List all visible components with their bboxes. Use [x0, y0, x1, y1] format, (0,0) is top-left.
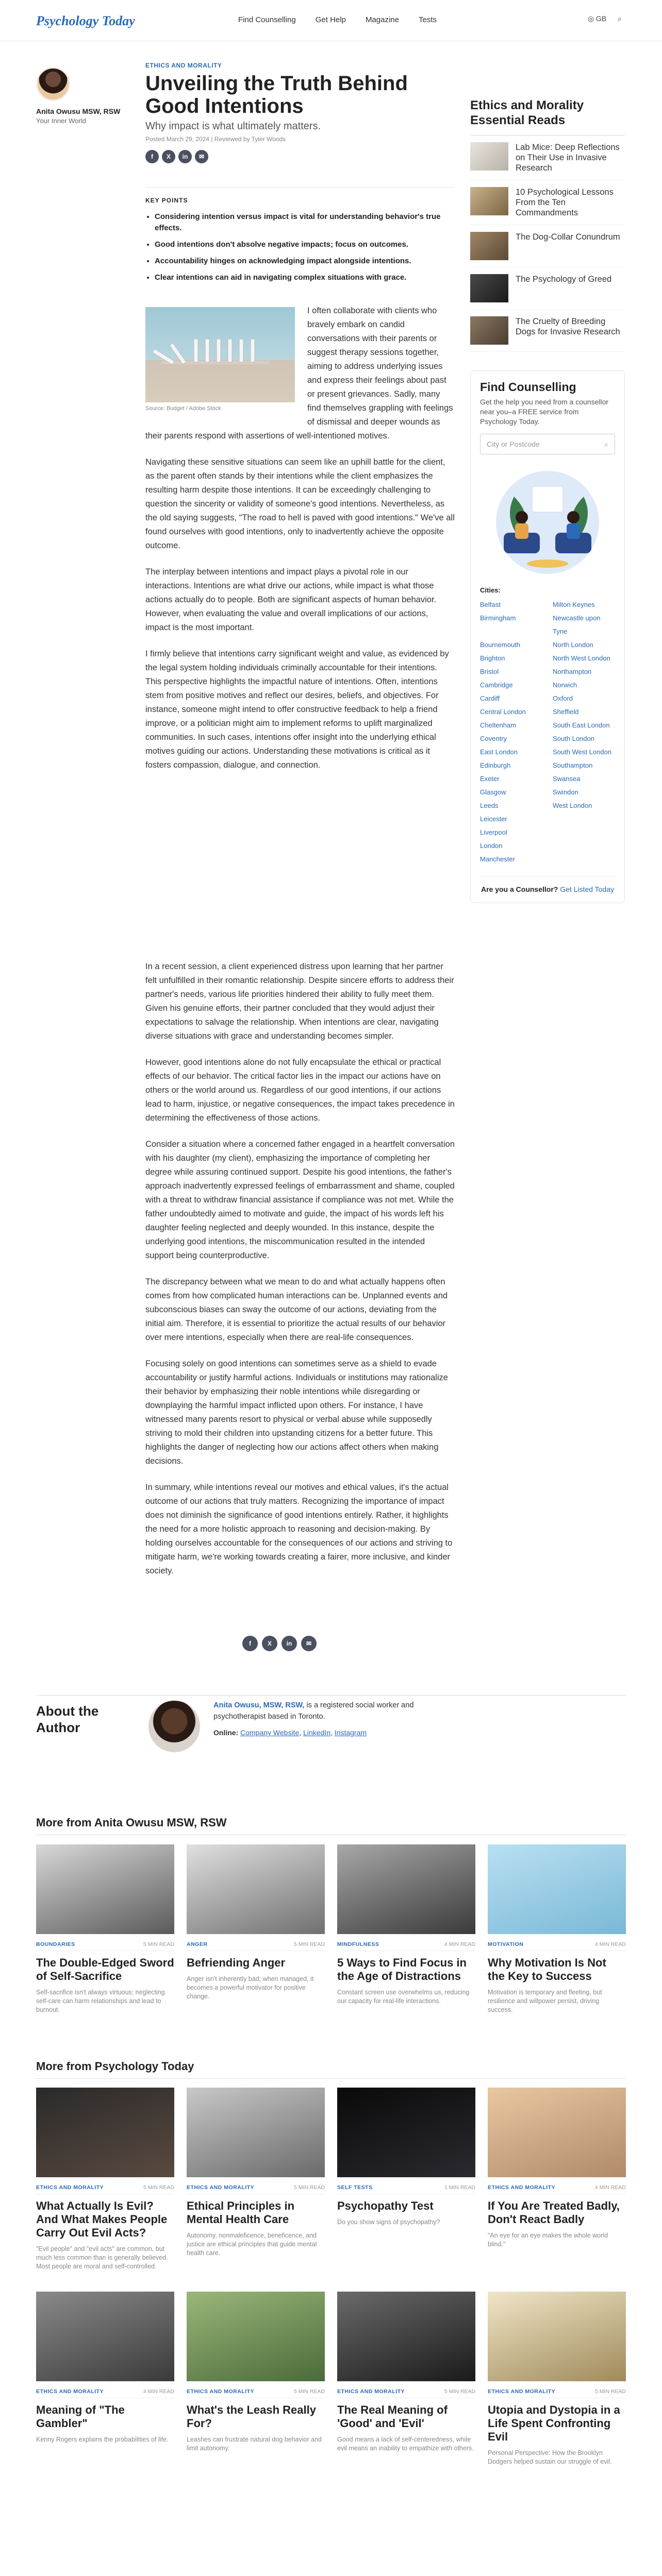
card-description: Do you show signs of psychopathy? [337, 2218, 440, 2226]
main-nav [238, 15, 437, 24]
card-category[interactable]: ETHICS AND MORALITY [187, 2184, 255, 2191]
city-link[interactable]: Belfast [480, 601, 501, 608]
card-image [187, 1844, 325, 1934]
card-title[interactable]: The Real Meaning of 'Good' and 'Evil' [337, 2403, 448, 2430]
card-category[interactable]: ETHICS AND MORALITY [488, 2388, 556, 2395]
card-read-time: 5 MIN READ [293, 2388, 325, 2395]
city-link[interactable]: Cardiff [480, 694, 500, 702]
card-category[interactable]: ETHICS AND MORALITY [488, 2184, 556, 2191]
nav-magazine[interactable]: Magazine [365, 15, 399, 24]
figure-caption: Source: Budget / Adobe Stock [145, 405, 221, 412]
essential-thumb [470, 232, 508, 260]
card-title[interactable]: Meaning of "The Gambler" [36, 2403, 125, 2430]
city-link[interactable]: Sheffield [553, 708, 579, 716]
article-card[interactable] [337, 2292, 475, 2466]
essential-read-title: The Psychology of Greed [516, 275, 612, 284]
city-link[interactable]: Cambridge [480, 681, 513, 689]
card-image [36, 1844, 174, 1934]
input-placeholder: City or Postcode [487, 440, 540, 448]
card-description: Good means a lack of self-centeredness, while evil means an inability to empathize with others. [337, 2436, 474, 2452]
paragraph: The discrepancy between what we mean to do and what actually happens often comes from how complicated human interactions can be. Unplanned events and subconscious biases can sway the outcome of our actions, deviating from the initial aim. Therefore, it is essential to prioritize the actual results of our behavior over mere intentions, especially when there are real-life consequences. [145, 1277, 448, 1342]
city-link[interactable]: Brighton [480, 654, 505, 662]
card-meta [488, 2388, 626, 2398]
card-image [488, 2088, 626, 2177]
card-image [187, 2088, 325, 2177]
article-card[interactable] [187, 2088, 325, 2271]
key-points-list [145, 211, 455, 283]
country-code: GB [595, 14, 607, 23]
facebook-icon[interactable]: f [242, 1636, 258, 1651]
card-description: Personal Perspective: How the Brooklyn Dodgers helped sustain our struggle of evil. [488, 2449, 612, 2465]
paragraph: In summary, while intentions reveal our motives and ethical values, it's the actual outcome of our actions that truly matters. Recognizing the importance of impact does not diminish the significance of good intentions entirely. Rather, it highlights the need for a more holistic approach to reasoning and decision-making. By holding ourselves accountable for the consequences of our actions and striving to mitigate harm, we're working towards creating a fairer, more inclusive, and kinder society. [145, 1483, 453, 1575]
article-title: Unveiling the Truth Behind Good Intentions [145, 72, 408, 117]
author-blog-name[interactable]: Your Inner World [36, 117, 86, 125]
author-avatar[interactable] [36, 67, 70, 101]
card-title[interactable]: Utopia and Dystopia in a Life Spent Confronting Evil [488, 2403, 620, 2443]
city-link[interactable]: Southampton [553, 761, 593, 769]
article-body [145, 304, 455, 1578]
card-title[interactable]: What Actually Is Evil? And What Makes People Carry Out Evil Acts? [36, 2199, 168, 2239]
paragraph: I often collaborate with clients who bravely embark on candid conversations with their parents or suggest therapy sessions together, aiming to address underlying issues and express their feelings about past or present grievances. Sadly, many find themselves grappling with feelings of dismissal and deeper wounds as their parents respond with assertions of well-intentioned motives. [145, 306, 453, 440]
author-name[interactable]: Anita Owusu MSW, RSW [36, 107, 121, 115]
card-meta [488, 2184, 626, 2194]
about-author [36, 1695, 626, 1762]
card-image [187, 2292, 325, 2381]
essential-read-item[interactable] [470, 225, 625, 267]
company-website-link[interactable]: Company Website [240, 1728, 300, 1737]
therapy-scene-illustration [483, 466, 612, 579]
card-image [488, 1844, 626, 1934]
card-description: Motivation is temporary and fleeting, but resilience and willpower persist, driving success. [488, 1989, 602, 2013]
city-link[interactable]: Norwich [553, 681, 577, 689]
card-title[interactable]: What's the Leash Really For? [187, 2403, 316, 2430]
card-category[interactable]: MINDFULNESS [337, 1941, 379, 1947]
about-author-heading: About the Author [36, 1703, 99, 1735]
card-meta [187, 1941, 325, 1951]
card-category[interactable]: ETHICS AND MORALITY [36, 2388, 104, 2395]
linkedin-link[interactable]: LinkedIn [303, 1728, 330, 1737]
card-title[interactable]: 5 Ways to Find Focus in the Age of Distractions [337, 1956, 467, 1982]
city-link[interactable]: Coventry [480, 735, 507, 742]
search-icon[interactable]: ⌕ [604, 439, 608, 448]
card-meta [488, 1941, 626, 1951]
article-meta: Posted March 29, 2024 | Reviewed by Tyler Woods [145, 135, 286, 143]
card-meta [337, 2184, 475, 2194]
city-link[interactable]: Edinburgh [480, 761, 511, 769]
city-link[interactable]: Oxford [553, 694, 573, 702]
more-from-pt-cards [36, 2088, 626, 2466]
find-counselling-box [470, 370, 625, 903]
card-read-time: 1 MIN READ [444, 2184, 475, 2191]
article-kicker[interactable]: ETHICS AND MORALITY [145, 62, 222, 69]
find-counselling-title: Find Counselling [480, 380, 576, 394]
city-link[interactable]: South London [553, 735, 594, 742]
essential-read-item[interactable] [470, 180, 625, 225]
article-card[interactable] [36, 2292, 174, 2466]
key-point: • Considering intention versus impact is vital for understanding behavior's true effects. [155, 211, 455, 234]
online-label: Online: [213, 1728, 239, 1737]
essential-read-item[interactable] [470, 310, 625, 352]
nav-tests[interactable]: Tests [418, 15, 437, 24]
key-point: • Accountability hinges on acknowledging impact alongside intentions. [155, 256, 455, 267]
city-link[interactable]: Manchester [480, 855, 515, 863]
country-selector[interactable] [588, 14, 606, 23]
card-meta [337, 1941, 475, 1951]
facebook-icon[interactable]: f [145, 150, 159, 163]
card-description: Kenny Rogers explains the probabilities of life. [36, 2436, 169, 2443]
globe-icon: ◎ [587, 14, 594, 23]
card-description: "An eye for an eye makes the whole world blind." [488, 2232, 608, 2248]
card-description: Constant screen use overwhelms us, reducing our capacity for real-life interactions. [337, 1989, 470, 2005]
key-points-title: KEY POINTS [145, 197, 188, 204]
card-title[interactable]: The Double-Edged Sword of Self-Sacrifice [36, 1956, 174, 1982]
email-icon[interactable]: ✉ [301, 1636, 317, 1651]
article-subtitle: Why impact is what ultimately matters. [145, 121, 321, 132]
site-header [0, 0, 662, 41]
author-sidebar [36, 67, 139, 125]
card-title[interactable]: Ethical Principles in Mental Health Care [187, 2199, 295, 2226]
city-link[interactable]: Leicester [480, 815, 507, 823]
article-card[interactable] [36, 1844, 174, 2014]
dominoes-illustration [145, 307, 295, 402]
city-link[interactable]: Swindon [553, 788, 578, 796]
city-link[interactable]: Bristol [480, 668, 499, 675]
card-category[interactable]: ETHICS AND MORALITY [187, 2388, 255, 2395]
about-author-bio-text: is a registered social worker and psychotherapist based in Toronto. [213, 1701, 414, 1721]
city-link[interactable]: Bournemouth [480, 641, 521, 649]
essential-thumb [470, 187, 508, 215]
city-link [553, 812, 615, 826]
card-category[interactable]: SELF TESTS [337, 2184, 373, 2191]
card-meta [337, 2388, 475, 2398]
paragraph: However, good intentions alone do not fully encapsulate the ethical or practical effects of our behavior. The critical factor lies in the impact our actions have on others or the world around us. Regardless of our good intentions, if our actions lead to harm, injustice, or negative consequences, the impact takes precedence in determining the effectiveness of those actions. [145, 1058, 455, 1123]
card-meta [36, 2184, 174, 2194]
article-figure [145, 307, 295, 412]
card-meta [36, 2388, 174, 2398]
essential-reads-title: Ethics and Morality Essential Reads [470, 98, 625, 135]
card-image [337, 1844, 475, 1934]
x-icon[interactable]: X [262, 1636, 277, 1651]
card-category[interactable]: ETHICS AND MORALITY [36, 2184, 104, 2191]
paragraph: Consider a situation where a concerned father engaged in a heartfelt conversation with his daughter (my client), emphasizing the importance of completing her degree while assuring continued support. Despite his good intentions, the father's approach inadvertently expressed feelings of embarrassment and shame, coupled with a threat to withdraw financial assistance if compliance was not met. While the father undoubtedly aimed to motivate and guide, the impact of his words left his daughter feeling neglected and deeply wounded. In this instance, despite the underlying good intentions, the miscommunication resulted in the intended support being counterproductive. [145, 1140, 455, 1260]
card-image [36, 2292, 174, 2381]
counsellor-question: Are you a Counsellor? [481, 885, 558, 893]
article-image [145, 307, 295, 402]
card-read-time: 4 MIN READ [143, 2388, 174, 2395]
card-meta [187, 2184, 325, 2194]
city-link[interactable]: North London [553, 641, 593, 649]
nav-get-help[interactable]: Get Help [315, 15, 346, 24]
article-card[interactable] [488, 2292, 626, 2466]
card-read-time: 5 MIN READ [143, 1941, 174, 1947]
essential-thumb [470, 274, 508, 302]
card-title[interactable]: If You Are Treated Badly, Don't React Badly [488, 2199, 620, 2226]
card-title[interactable]: Psychopathy Test [337, 2199, 434, 2212]
city-link[interactable]: East London [480, 748, 518, 756]
card-meta [187, 2388, 325, 2398]
share-buttons-bottom [242, 1636, 317, 1651]
essential-read-title: The Dog-Collar Conundrum [516, 232, 620, 242]
city-link[interactable]: West London [553, 802, 592, 809]
about-author-online: Online: Company Website, LinkedIn, Instagram [213, 1728, 367, 1737]
essential-read-title: The Cruelty of Breeding Dogs for Invasive Research [516, 317, 620, 336]
linkedin-icon[interactable]: in [178, 150, 192, 163]
card-category[interactable]: BOUNDARIES [36, 1941, 75, 1947]
city-link[interactable]: Milton Keynes [553, 601, 595, 608]
card-image [488, 2292, 626, 2381]
share-buttons-top [145, 150, 455, 163]
article-card[interactable] [488, 2088, 626, 2271]
card-meta [36, 1941, 174, 1951]
card-description: Leashes can frustrate natural dog behavior and limit autonomy. [187, 2436, 322, 2452]
city-link [553, 853, 615, 866]
article-card[interactable] [337, 2088, 475, 2271]
linkedin-icon[interactable]: in [282, 1636, 297, 1651]
city-link[interactable]: Birmingham [480, 614, 516, 622]
get-listed-link[interactable]: Get Listed Today [560, 885, 615, 893]
card-read-time: 4 MIN READ [594, 1941, 626, 1947]
card-title[interactable]: Why Motivation Is Not the Key to Success [488, 1956, 606, 1982]
card-description: Anger isn't inherently bad; when managed, it becomes a powerful motivator for positive change. [187, 1975, 314, 2000]
card-category[interactable]: MOTIVATION [488, 1941, 524, 1947]
article-card[interactable] [488, 1844, 626, 2014]
card-description: Autonomy, nonmaleficence, beneficence, and justice are ethical principles that guide mental health care. [187, 2232, 317, 2257]
article-card[interactable] [36, 2088, 174, 2271]
key-point: • Good intentions don't absolve negative impacts; focus on outcomes. [155, 239, 455, 250]
email-icon[interactable]: ✉ [195, 150, 208, 163]
city-link [553, 839, 615, 853]
about-author-name[interactable]: Anita Owusu, MSW, RSW, [213, 1701, 305, 1709]
city-link[interactable]: Central London [480, 708, 526, 716]
card-image [36, 2088, 174, 2177]
city-link[interactable]: South West London [553, 748, 611, 756]
essential-thumb [470, 316, 508, 345]
right-sidebar [470, 98, 625, 903]
card-read-time: 5 MIN READ [444, 2388, 475, 2395]
city-link[interactable]: Glasgow [480, 788, 506, 796]
paragraph: Navigating these sensitive situations can seem like an uphill battle for the client, as the parent often stands by their intentions while the client emphasizes the resulting harm despite those intentions. It can be exceedingly challenging to question the sincerity or validity of someone's good intentions. Nevertheless, as the old saying suggests, "The road to hell is paved with good intentions." We've all found ourselves with good intentions, only to inadvertently achieve the opposite outcome. [145, 457, 455, 550]
card-category[interactable]: ANGER [187, 1941, 208, 1947]
paragraph: In a recent session, a client experienced distress upon learning that her partner felt unfulfilled in their romantic relationship. Despite sincere efforts to address their partner's needs, various life priorities hindered their ability to fully meet them. Given his genuine efforts, their partner concluded that they would adjust their expectations to salvage the relationship. When intentions are clear, navigating diverse situations with grace and understanding becomes simpler. [145, 962, 454, 1041]
card-category[interactable]: ETHICS AND MORALITY [337, 2388, 405, 2395]
city-link[interactable]: London [480, 842, 503, 850]
nav-find-counselling[interactable]: Find Counselling [238, 15, 296, 24]
article-card[interactable] [337, 1844, 475, 2014]
card-title[interactable]: Befriending Anger [187, 1956, 286, 1969]
card-description: "Evil people" and "evil acts" are common, but much less common than is generally believed. Most people are moral and self-controlled. [36, 2245, 168, 2270]
city-link[interactable]: South East London [553, 721, 610, 729]
card-image [337, 2088, 475, 2177]
more-from-author-heading: More from Anita Owusu MSW, RSW [36, 1816, 626, 1835]
counselling-illustration [483, 466, 612, 579]
search-icon[interactable]: ⌕ [618, 14, 622, 23]
cities-title: Cities: [480, 586, 501, 594]
more-from-author-cards [36, 1844, 626, 2014]
city-link[interactable]: Leeds [480, 802, 499, 809]
card-read-time: 5 MIN READ [293, 2184, 325, 2191]
card-description: Self-sacrifice isn't always virtuous; neglecting self-care can harm relationships and lead to burnout. [36, 1989, 165, 2013]
city-link[interactable]: Liverpool [480, 828, 507, 836]
site-logo[interactable]: Psychology Today [36, 13, 135, 28]
key-points [145, 187, 455, 283]
city-link [553, 826, 615, 839]
card-read-time: 4 MIN READ [444, 1941, 475, 1947]
more-from-pt-heading: More from Psychology Today [36, 2060, 626, 2079]
card-read-time: 4 MIN READ [594, 2184, 626, 2191]
ad-slot [145, 785, 455, 960]
card-image [337, 2292, 475, 2381]
city-postcode-input[interactable] [480, 434, 615, 454]
key-point: • Clear intentions can aid in navigating complex situations with grace. [155, 272, 455, 283]
card-read-time: 5 MIN READ [293, 1941, 325, 1947]
city-link[interactable]: Exeter [480, 775, 500, 783]
essential-read-title: Lab Mice: Deep Reflections on Their Use in Invasive Research [516, 143, 620, 173]
essential-thumb [470, 142, 508, 171]
about-author-bio [213, 1700, 461, 1722]
find-counselling-subtitle: Get the help you need from a counsellor near you–a FREE service from Psychology Today. [480, 398, 609, 426]
about-author-avatar [148, 1701, 200, 1752]
city-link[interactable]: Newcastle upon Tyne [553, 614, 601, 635]
card-read-time: 5 MIN READ [143, 2184, 174, 2191]
essential-read-item[interactable] [470, 267, 625, 310]
essential-read-item[interactable] [470, 135, 625, 180]
city-link[interactable]: Cheltenham [480, 721, 517, 729]
city-link[interactable]: North West London [553, 654, 610, 662]
card-read-time: 5 MIN READ [594, 2388, 626, 2395]
header-right [588, 14, 622, 23]
article [145, 62, 455, 1590]
cities-list [480, 598, 615, 866]
paragraph: The interplay between intentions and impact plays a pivotal role in our interactions. Intentions are what drive our actions, while impact is what those actions actually do to people. Both are significant aspects of human behavior. However, when evaluating the value and overall implications of our actions, impact is the most important. [145, 567, 437, 632]
city-link[interactable]: Northampton [553, 668, 592, 675]
paragraph: Focusing solely on good intentions can sometimes serve as a shield to evade accountability or justify harmful actions. Individuals or institutions may rationalize their behavior by emphasizing their noble intentions while disregarding or downplaying the harmful impact inflicted upon others. For instance, I have witnessed many parents resort to physical or verbal abuse while supposedly striving to mold their children into upstanding citizens for a better future. This highlights the danger of neglecting how our actions affect others when making decisions. [145, 1359, 448, 1466]
essential-read-title: 10 Psychological Lessons From the Ten Commandments [516, 188, 614, 217]
article-card[interactable] [187, 1844, 325, 2014]
counsellor-prompt [480, 876, 615, 893]
city-link[interactable]: Swansea [553, 775, 581, 783]
instagram-link[interactable]: Instagram [334, 1728, 367, 1737]
article-card[interactable] [187, 2292, 325, 2466]
paragraph: I firmly believe that intentions carry significant weight and value, as evidenced by the legal system holding individuals criminally accountable for their intentions. This perspective highlights the impactful nature of intentions. Often, intentions stem from positive motives and reflect our desires, beliefs, and objectives. For instance, someone might intend to offer constructive feedback to help a friend improve, or a politician might aim to implement reforms to uplift marginalized communities. In such cases, intentions offer insight into the underlying ethical motives guiding our actions. Understanding these motivations is critical as it fosters compassion, dialogue, and connection. [145, 649, 449, 770]
x-icon[interactable]: X [162, 150, 175, 163]
